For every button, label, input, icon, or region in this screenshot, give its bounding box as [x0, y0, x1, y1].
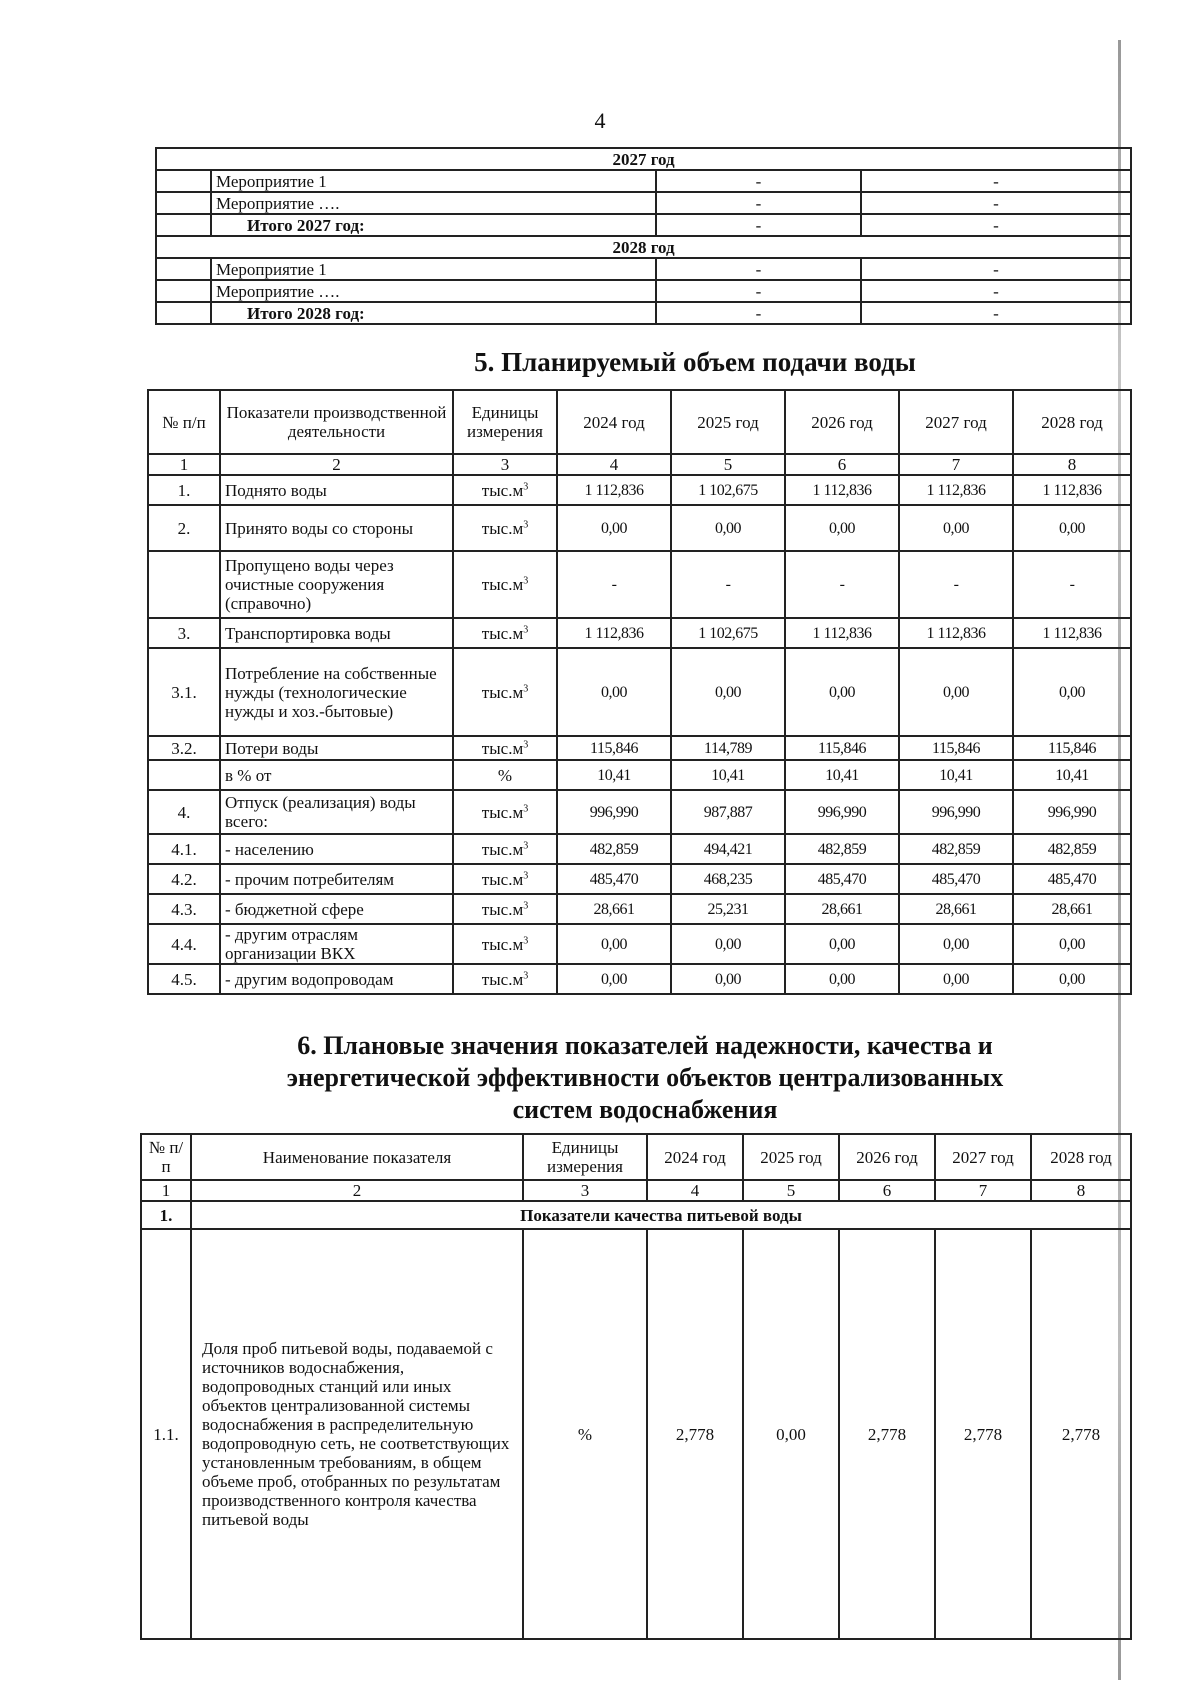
row-unit-text: %: [497, 765, 513, 785]
event-value: -: [656, 170, 861, 192]
row-name: - другим водопроводам: [220, 964, 453, 994]
column-number: 4: [647, 1180, 743, 1201]
row-value: 10,41: [1013, 760, 1131, 790]
header-unit: Единицы измерения: [453, 390, 557, 454]
row-value: 0,00: [557, 924, 671, 964]
row-value: 0,00: [671, 964, 785, 994]
table-row: [148, 618, 1131, 648]
row-unit: [453, 964, 557, 994]
row-name: Потери воды: [220, 736, 453, 760]
row-value: 1 112,836: [557, 618, 671, 648]
row-value: 0,00: [671, 505, 785, 551]
row-value: 0,00: [743, 1229, 839, 1639]
row-unit-text: тыс.м: [481, 518, 524, 538]
row-name: - прочим потребителям: [220, 864, 453, 894]
column-number: 1: [141, 1180, 191, 1201]
row-unit-text: тыс.м: [481, 575, 524, 594]
row-value: 485,470: [1013, 864, 1131, 894]
event-value: -: [656, 192, 861, 214]
table-row: [141, 1229, 1131, 1639]
header-year: 2028 год: [1013, 390, 1131, 454]
column-number: 8: [1013, 454, 1131, 475]
row-value: 115,846: [557, 736, 671, 760]
row-value: -: [899, 551, 1013, 618]
section-6-title: 6. Плановые значения показателей надежности, качества и энергетической эффективности объектов централизованных систем водоснабжения: [286, 1031, 1004, 1124]
reliability-indicators-table: [140, 1133, 1132, 1640]
row-num: 4.5.: [148, 964, 220, 994]
events-table: [155, 147, 1132, 325]
row-value: 0,00: [899, 924, 1013, 964]
row-unit-text: тыс.м: [481, 802, 524, 822]
row-name: в % от: [220, 760, 453, 790]
unit-superscript: 3: [523, 869, 529, 881]
row-unit-text: тыс.м: [481, 899, 524, 919]
row-num: 4.: [148, 790, 220, 834]
row-value: 25,231: [671, 894, 785, 924]
column-number: 3: [523, 1180, 647, 1201]
row-value: 0,00: [785, 505, 899, 551]
table-row: [148, 834, 1131, 864]
row-unit-text: тыс.м: [481, 869, 524, 889]
event-name: Мероприятие 1: [211, 170, 656, 192]
row-unit-text: тыс.м: [481, 682, 524, 702]
row-value: 114,789: [671, 736, 785, 760]
header-year: 2028 год: [1031, 1134, 1131, 1180]
row-value: 0,00: [899, 505, 1013, 551]
row-value: 28,661: [899, 894, 1013, 924]
row-num: 1.: [148, 475, 220, 505]
row-unit-text: тыс.м: [481, 839, 524, 859]
event-total-value: -: [656, 214, 861, 236]
header-year: 2027 год: [899, 390, 1013, 454]
row-value: -: [1013, 551, 1131, 618]
row-value: 482,859: [1013, 834, 1131, 864]
row-num: 4.1.: [148, 834, 220, 864]
row-value: 482,859: [899, 834, 1013, 864]
table-row: [148, 894, 1131, 924]
event-value: -: [861, 280, 1131, 302]
row-unit: [453, 834, 557, 864]
row-name: Доля проб питьевой воды, подаваемой с источников водоснабжения, водопроводных станций или иных объектов централизованной системы водоснабжения в распределительную водопроводную сеть, не соответствующих установленным требованиям, в общем объеме проб, отобранных по результатам производственного контроля качества питьевой воды: [191, 1229, 523, 1639]
column-number: 4: [557, 454, 671, 475]
column-number: 6: [839, 1180, 935, 1201]
row-value: 0,00: [1013, 648, 1131, 736]
row-unit-text: тыс.м: [481, 969, 524, 989]
event-row: [156, 170, 1131, 192]
row-value: 996,990: [899, 790, 1013, 834]
group-num: 1.: [141, 1201, 191, 1229]
row-value: 485,470: [899, 864, 1013, 894]
event-value: -: [861, 192, 1131, 214]
row-name: - бюджетной сфере: [220, 894, 453, 924]
header-year: 2024 год: [647, 1134, 743, 1180]
row-value: 28,661: [1013, 894, 1131, 924]
row-unit: [453, 924, 557, 964]
header-num: № п/п: [148, 390, 220, 454]
row-unit-text: тыс.м: [481, 934, 524, 954]
event-value: -: [656, 280, 861, 302]
row-num: 4.2.: [148, 864, 220, 894]
event-row: [156, 192, 1131, 214]
unit-superscript: 3: [523, 934, 529, 946]
year-title: 2028 год: [156, 236, 1131, 258]
row-num: 4.4.: [148, 924, 220, 964]
event-value: -: [861, 258, 1131, 280]
row-value: 10,41: [557, 760, 671, 790]
row-value: 0,00: [785, 924, 899, 964]
row-value: 10,41: [785, 760, 899, 790]
row-num: 1.1.: [141, 1229, 191, 1639]
row-value: 28,661: [557, 894, 671, 924]
event-row: [156, 258, 1131, 280]
column-number: 5: [671, 454, 785, 475]
table-row: [148, 964, 1131, 994]
row-value: 1 112,836: [899, 618, 1013, 648]
row-value: 0,00: [557, 505, 671, 551]
event-value: -: [656, 258, 861, 280]
year-header-row: [156, 148, 1131, 170]
row-name: Пропущено воды через очистные сооружения (справочно): [220, 551, 453, 618]
row-value: 1 112,836: [557, 475, 671, 505]
column-number: 6: [785, 454, 899, 475]
event-total-value: -: [656, 302, 861, 324]
row-value: 0,00: [785, 648, 899, 736]
table-row: [148, 924, 1131, 964]
header-year: 2026 год: [839, 1134, 935, 1180]
row-value: 0,00: [557, 648, 671, 736]
section-5-title: 5. Планируемый объем подачи воды: [474, 347, 916, 377]
column-number: 7: [899, 454, 1013, 475]
row-num: [148, 760, 220, 790]
unit-superscript: 3: [523, 738, 529, 750]
row-name: - населению: [220, 834, 453, 864]
event-value: -: [861, 170, 1131, 192]
row-value: 0,00: [785, 964, 899, 994]
row-unit: [453, 736, 557, 760]
event-total-value: -: [861, 302, 1131, 324]
unit-superscript: 3: [523, 682, 529, 694]
row-num: [148, 551, 220, 618]
row-name: Принято воды со стороны: [220, 505, 453, 551]
header-indicator: Показатели производственной деятельности: [220, 390, 453, 454]
row-value: 1 112,836: [899, 475, 1013, 505]
header-num: № п/п: [141, 1134, 191, 1180]
unit-superscript: 3: [523, 575, 529, 587]
row-value: -: [557, 551, 671, 618]
event-name: Мероприятие ….: [211, 280, 656, 302]
column-number: 5: [743, 1180, 839, 1201]
event-total-row: [156, 214, 1131, 236]
unit-superscript: 3: [523, 623, 529, 635]
row-value: 115,846: [1013, 736, 1131, 760]
row-num: 3.2.: [148, 736, 220, 760]
row-value: 996,990: [557, 790, 671, 834]
row-value: 485,470: [785, 864, 899, 894]
event-name: Мероприятие ….: [211, 192, 656, 214]
row-value: 28,661: [785, 894, 899, 924]
event-total-value: -: [861, 214, 1131, 236]
row-value: 494,421: [671, 834, 785, 864]
row-name: Транспортировка воды: [220, 618, 453, 648]
table-row: [148, 736, 1131, 760]
row-value: 0,00: [671, 648, 785, 736]
header-unit: Единицы измерения: [523, 1134, 647, 1180]
row-value: 1 102,675: [671, 475, 785, 505]
row-unit: [453, 505, 557, 551]
column-number: 2: [191, 1180, 523, 1201]
row-value: -: [785, 551, 899, 618]
event-row: [156, 280, 1131, 302]
unit-superscript: 3: [523, 969, 529, 981]
row-value: 2,778: [1031, 1229, 1131, 1639]
row-value: 482,859: [557, 834, 671, 864]
table-row: [148, 551, 1131, 618]
header-year: 2027 год: [935, 1134, 1031, 1180]
row-value: 115,846: [785, 736, 899, 760]
header-year: 2025 год: [743, 1134, 839, 1180]
row-unit-text: тыс.м: [481, 623, 524, 643]
row-value: 10,41: [899, 760, 1013, 790]
table-row: [148, 505, 1131, 551]
row-value: 996,990: [1013, 790, 1131, 834]
row-value: 1 112,836: [1013, 618, 1131, 648]
row-value: 1 112,836: [785, 475, 899, 505]
row-unit: [453, 475, 557, 505]
row-unit: [453, 648, 557, 736]
row-unit: [453, 618, 557, 648]
group-row: [141, 1201, 1131, 1229]
column-number-row: [148, 454, 1131, 475]
row-value: 2,778: [935, 1229, 1031, 1639]
column-number-row: [141, 1180, 1131, 1201]
table-header-row: [148, 390, 1131, 454]
row-value: 1 102,675: [671, 618, 785, 648]
column-number: 8: [1031, 1180, 1131, 1201]
row-value: 2,778: [839, 1229, 935, 1639]
table-row: [148, 648, 1131, 736]
column-number: 3: [453, 454, 557, 475]
column-number: 7: [935, 1180, 1031, 1201]
row-value: 0,00: [899, 964, 1013, 994]
table-row: [148, 760, 1131, 790]
column-number: 1: [148, 454, 220, 475]
row-value: 468,235: [671, 864, 785, 894]
row-value: 0,00: [671, 924, 785, 964]
unit-superscript: 3: [523, 518, 529, 530]
row-unit-text: тыс.м: [481, 480, 524, 500]
row-value: 0,00: [899, 648, 1013, 736]
header-year: 2025 год: [671, 390, 785, 454]
unit-superscript: 3: [523, 802, 529, 814]
unit-superscript: 3: [523, 899, 529, 911]
group-name: Показатели качества питьевой воды: [191, 1201, 1131, 1229]
row-name: Поднято воды: [220, 475, 453, 505]
row-value: 1 112,836: [785, 618, 899, 648]
row-value: 0,00: [1013, 505, 1131, 551]
row-num: 3.: [148, 618, 220, 648]
column-number: 2: [220, 454, 453, 475]
table-row: [148, 475, 1131, 505]
table-header-row: [141, 1134, 1131, 1180]
row-value: 0,00: [1013, 964, 1131, 994]
event-total-name: Итого 2027 год:: [211, 214, 656, 236]
event-total-name: Итого 2028 год:: [211, 302, 656, 324]
year-header-row: [156, 236, 1131, 258]
row-value: 0,00: [557, 964, 671, 994]
header-indicator: Наименование показателя: [191, 1134, 523, 1180]
row-name: - другим отраслям организации ВКХ: [220, 924, 453, 964]
row-num: 3.1.: [148, 648, 220, 736]
row-unit: [453, 894, 557, 924]
table-row: [148, 864, 1131, 894]
row-unit: %: [523, 1229, 647, 1639]
unit-superscript: 3: [523, 839, 529, 851]
event-total-row: [156, 302, 1131, 324]
row-unit-text: тыс.м: [481, 738, 524, 758]
row-unit: [453, 864, 557, 894]
row-value: -: [671, 551, 785, 618]
row-value: 482,859: [785, 834, 899, 864]
row-name: Отпуск (реализация) воды всего:: [220, 790, 453, 834]
row-unit: [453, 760, 557, 790]
header-year: 2026 год: [785, 390, 899, 454]
year-title: 2027 год: [156, 148, 1131, 170]
row-num: 4.3.: [148, 894, 220, 924]
event-name: Мероприятие 1: [211, 258, 656, 280]
row-value: 10,41: [671, 760, 785, 790]
row-value: 1 112,836: [1013, 475, 1131, 505]
page-number: 4: [594, 108, 606, 133]
row-unit: [453, 551, 557, 618]
table-row: [148, 790, 1131, 834]
row-value: 485,470: [557, 864, 671, 894]
unit-superscript: 3: [523, 480, 529, 492]
water-supply-table: [147, 389, 1132, 995]
header-year: 2024 год: [557, 390, 671, 454]
row-value: 2,778: [647, 1229, 743, 1639]
row-value: 987,887: [671, 790, 785, 834]
row-unit: [453, 790, 557, 834]
row-name: Потребление на собственные нужды (технологические нужды и хоз.-бытовые): [220, 648, 453, 736]
row-value: 115,846: [899, 736, 1013, 760]
row-value: 996,990: [785, 790, 899, 834]
row-num: 2.: [148, 505, 220, 551]
row-value: 0,00: [1013, 924, 1131, 964]
